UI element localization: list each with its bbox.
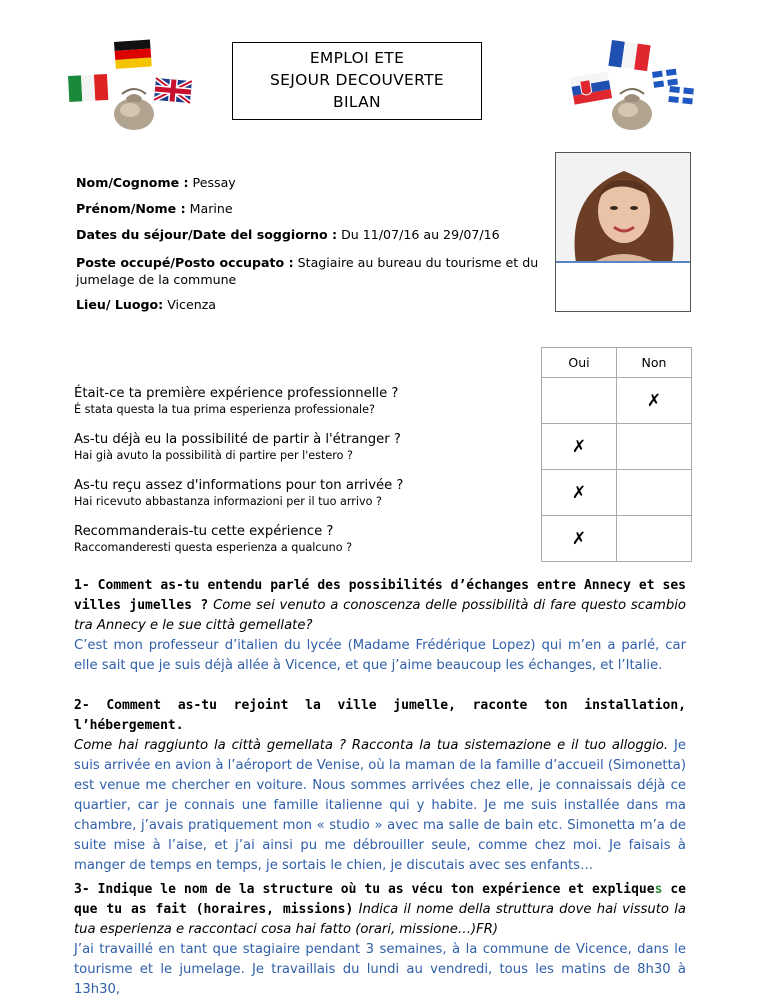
yes-no-table (68, 347, 692, 562)
question-fr: Recommanderais-tu cette expérience ? (74, 523, 334, 539)
poste-value-2: jumelage de la commune (76, 272, 237, 287)
flag-france-icon (608, 40, 650, 71)
oui-cell: ✗ (542, 470, 617, 516)
section-2-heading: 2- Comment as-tu rejoint la ville jumelle, raconte ton installation, l’hébergement. (74, 698, 686, 733)
dates-value: Du 11/07/16 au 29/07/16 (341, 227, 500, 242)
title-line-1: EMPLOI ETE (309, 49, 405, 67)
field-dates (76, 226, 500, 243)
flags-left-decoration (64, 38, 204, 138)
question-fr: As-tu reçu assez d'informations pour ton arrivée ? (74, 477, 404, 493)
portrait-image (556, 153, 691, 312)
field-poste (76, 254, 556, 288)
field-prenom (76, 200, 233, 217)
oui-cell (542, 378, 617, 424)
question-it: Hai già avuto la possibilità di partire per l'estero ? (74, 448, 353, 462)
section-2 (74, 696, 686, 876)
col-oui: Oui (542, 348, 617, 378)
lieu-label: Lieu/ Luogo: (76, 297, 164, 312)
title-line-2: SEJOUR DECOUVERTE (270, 71, 444, 89)
flag-slovakia-icon (570, 71, 612, 104)
non-cell (617, 424, 692, 470)
lieu-value: Vicenza (167, 297, 217, 312)
oui-cell: ✗ (542, 516, 617, 562)
section-3-heading-b: ce que tu as fait (horaires, missions) (74, 882, 686, 917)
section-1 (74, 576, 686, 676)
poste-value: Stagiaire au bureau du tourisme et du (297, 255, 539, 270)
field-lieu (76, 296, 216, 313)
flags-right-decoration (566, 34, 706, 138)
flag-uk-icon (154, 78, 192, 103)
question-fr: As-tu déjà eu la possibilité de partir à l'étranger ? (74, 431, 401, 447)
nom-value: Pessay (192, 175, 236, 190)
flag-quebec-icon (652, 69, 678, 88)
non-cell: ✗ (617, 378, 692, 424)
table-row (68, 470, 692, 516)
flag-italy-icon (68, 74, 108, 102)
dates-label: Dates du séjour/Date del soggiorno : (76, 227, 338, 242)
section-2-question-it: Come hai raggiunto la città gemellata ? Racconta la tua sistemazione e il tuo alloggio. (74, 738, 669, 753)
section-3 (74, 880, 686, 1000)
section-1-heading: 1- Comment as-tu entendu parlé des possibilités d’échanges entre Annecy et ses villes jumelles ? (74, 578, 686, 613)
prenom-label: Prénom/Nome : (76, 201, 186, 216)
table-row (68, 424, 692, 470)
question-it: Raccomanderesti questa esperienza a qualcuno ? (74, 540, 353, 554)
table-header-row (68, 348, 692, 378)
question-it: Hai ricevuto abbastanza informazioni per il tuo arrivo ? (74, 494, 382, 508)
non-cell (617, 470, 692, 516)
section-2-answer: Je suis arrivée en avion à l’aéroport de Venise, où la maman de la famille d’accueil (Simonetta) est venue me chercher en voiture. Nous sommes arrivées chez elle, je connaissais déjà ce quartier, car je connais une famille italienne qui y habite. Je me suis installée dans ma chambre, j’avais pratiquement mon « studio » avec ma salle de bain etc. Simonetta m’a de suite mise à l’aise, et j’ai ainsi pu me débrouiller seule, comme chez moi. Je faisais à manger de temps en temps, je sortais le chien, je discutais avec ses enfants… (74, 738, 687, 873)
portrait-photo (555, 152, 691, 312)
oui-cell: ✗ (542, 424, 617, 470)
field-nom (76, 174, 236, 191)
section-3-answer: J’ai travaillé en tant que stagiaire pendant 3 semaines, à la commune de Vicence, dans le tourisme et le jumelage. Je travaillais du lundi au vendredi, tous les matins de 8h30 à 13h30, (74, 942, 686, 997)
table-row (68, 516, 692, 562)
nom-label: Nom/Cognome : (76, 175, 189, 190)
col-non: Non (617, 348, 692, 378)
title-line-3: BILAN (333, 93, 381, 111)
prenom-value: Marine (189, 201, 233, 216)
table-row (68, 378, 692, 424)
non-cell (617, 516, 692, 562)
flag-germany-icon (114, 39, 152, 68)
document-title-box (232, 42, 482, 120)
question-fr: Était-ce ta première expérience professionnelle ? (74, 385, 399, 401)
section-3-heading-a: 3- Indique le nom de la structure où tu as vécu ton expérience et explique (74, 882, 655, 897)
poste-label: Poste occupé/Posto occupato : (76, 255, 294, 270)
question-it: É stata questa la tua prima esperienza professionale? (74, 402, 375, 416)
section-1-question-it: Come sei venuto a conoscenza delle possibilità di fare questo scambio tra Annecy e le sue città gemellate? (74, 598, 686, 633)
money-bag-icon (114, 89, 154, 130)
section-3-heading-s: s (654, 882, 663, 897)
section-3-question-it: Indica il nome della struttura dove hai vissuto la tua esperienza e raccontaci cosa hai fatto (orari, missione…)FR) (74, 902, 686, 937)
section-1-answer: C’est mon professeur d’italien du lycée (Madame Frédérique Lopez) qui m’en a parlé, car elle sait que je suis déjà allée à Vicence, et que j’aime beaucoup les échanges, et l’Italie. (74, 638, 686, 673)
